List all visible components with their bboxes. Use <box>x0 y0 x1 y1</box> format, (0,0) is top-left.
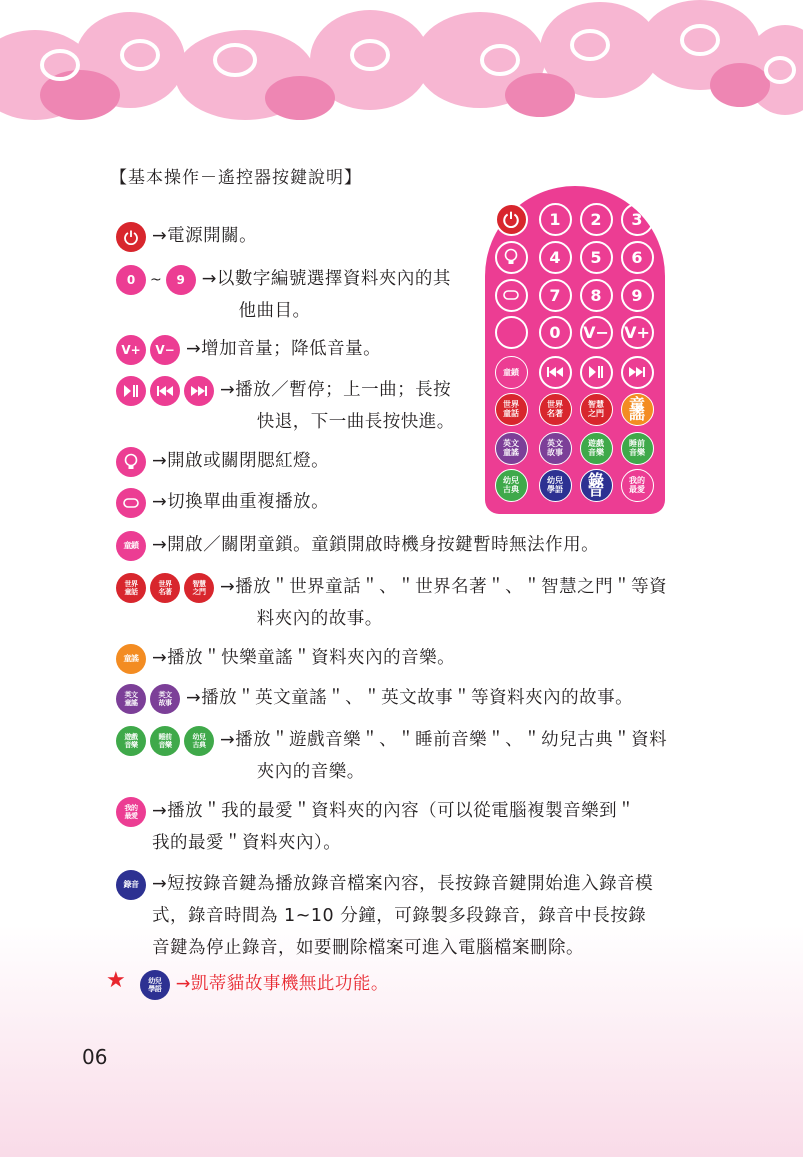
remote-key-3-3: V+ <box>621 316 654 349</box>
remote-key-0-3: 3 <box>621 203 654 236</box>
row-warning <box>106 968 673 1000</box>
row-repeat <box>116 486 673 518</box>
bow-border-decoration <box>0 0 803 130</box>
remote-key-6-3: 睡前 音樂 <box>621 432 654 465</box>
record-line-1: →短按錄音鍵為播放錄音檔案內容，長按錄音鍵開始進入錄音模 <box>152 874 654 894</box>
remote-key-1-3: 6 <box>621 241 654 274</box>
child-lock-description: →開啟／關閉童鎖。童鎖開啟時機身按鍵暫時無法作用。 <box>152 535 600 555</box>
music-line-2: 夾內的音樂。 <box>256 762 365 782</box>
numbers-description <box>202 263 451 327</box>
light-description: →開啟或關閉腮紅燈。 <box>152 451 330 471</box>
favorites-icon: 我的 最愛 <box>116 797 146 827</box>
row-light <box>116 445 673 477</box>
row-numbers <box>116 263 673 327</box>
world-classics-icon: 世界 名著 <box>150 573 180 603</box>
remote-key-6-2: 遊戲 音樂 <box>580 432 613 465</box>
row-child-lock <box>116 529 703 561</box>
playback-description <box>220 374 455 438</box>
music-line-1: →播放＂遊戲音樂＂、＂睡前音樂＂、＂幼兒古典＂資料 <box>220 730 668 750</box>
volume-description: →增加音量；降低音量。 <box>186 339 382 359</box>
remote-key-7-2: 錄音 <box>580 469 613 502</box>
record-line-3: 音鍵為停止錄音，如要刪除檔案可進入電腦檔案刪除。 <box>152 938 584 958</box>
wisdom-gate-icon: 智慧 之門 <box>184 573 214 603</box>
remote-key-2-3: 9 <box>621 279 654 312</box>
star-icon: ★ <box>106 968 126 993</box>
remote-key-5-3: 童謠 <box>621 393 654 426</box>
remote-key-6-0: 英文 童謠 <box>495 432 528 465</box>
remote-key-7-3: 我的 最愛 <box>621 469 654 502</box>
remote-key-5-0: 世界 童話 <box>495 393 528 426</box>
volume-down-icon: V− <box>150 335 180 365</box>
row-playback <box>116 374 673 438</box>
remote-key-1-1: 4 <box>539 241 572 274</box>
remote-key-1-2: 5 <box>580 241 613 274</box>
favorites-line-1: →播放＂我的最愛＂資料夾的內容（可以從電腦複製音樂到＂ <box>152 801 636 821</box>
range-tilde: ~ <box>150 272 162 288</box>
numbers-line-2: 他曲目。 <box>238 301 311 321</box>
row-songs <box>116 642 673 674</box>
stories-line-2: 料夾內的故事。 <box>256 609 383 629</box>
remote-key-2-1: 7 <box>539 279 572 312</box>
repeat-icon <box>116 488 146 518</box>
previous-icon <box>150 376 180 406</box>
section-title: 【基本操作－遙控器按鍵說明】 <box>110 168 362 188</box>
remote-key-0-2: 2 <box>580 203 613 236</box>
remote-key-6-1: 英文 故事 <box>539 432 572 465</box>
power-description: →電源開關。 <box>152 226 258 246</box>
remote-key-0-1: 1 <box>539 203 572 236</box>
number-0-icon: 0 <box>116 265 146 295</box>
remote-key-2-2: 8 <box>580 279 613 312</box>
english-description: →播放＂英文童謠＂、＂英文故事＂等資料夾內的故事。 <box>186 688 634 708</box>
remote-key-7-0: 幼兒 古典 <box>495 469 528 502</box>
row-english <box>116 682 703 714</box>
game-music-icon: 遊戲 音樂 <box>116 726 146 756</box>
row-volume <box>116 333 673 365</box>
page-number: 06 <box>82 1045 108 1069</box>
nursery-rhymes-icon: 童謠 <box>116 644 146 674</box>
child-lock-icon: 童鎖 <box>116 531 146 561</box>
bulb-icon <box>116 447 146 477</box>
power-icon <box>116 222 146 252</box>
remote-key-5-2: 智慧 之門 <box>580 393 613 426</box>
row-stories <box>116 571 703 635</box>
numbers-line-1: →以數字編號選擇資料夾內的其 <box>201 269 451 289</box>
remote-key-3-2: V− <box>580 316 613 349</box>
favorites-line-2: 我的最愛＂資料夾內）。 <box>152 833 342 853</box>
record-icon: 錄音 <box>116 870 146 900</box>
stories-description <box>220 571 667 635</box>
favorites-description <box>152 795 635 859</box>
number-9-icon: 9 <box>166 265 196 295</box>
remote-key-4-0: 童鎖 <box>495 356 528 389</box>
music-description <box>220 724 667 788</box>
remote-key-5-1: 世界 名著 <box>539 393 572 426</box>
warning-description: →凱蒂貓故事機無此功能。 <box>175 974 389 994</box>
record-line-2: 式，錄音時間為 1~10 分鐘，可錄製多段錄音，錄音中長按錄 <box>152 906 647 926</box>
remote-key-7-1: 幼兒 學語 <box>539 469 572 502</box>
record-description <box>152 868 653 964</box>
sleep-music-icon: 睡前 音樂 <box>150 726 180 756</box>
english-songs-icon: 英文 童謠 <box>116 684 146 714</box>
playback-line-1: →播放／暫停；上一曲；長按 <box>220 380 452 400</box>
english-stories-icon: 英文 故事 <box>150 684 180 714</box>
next-icon <box>184 376 214 406</box>
row-record <box>116 868 703 964</box>
repeat-description: →切換單曲重複播放。 <box>152 492 330 512</box>
playback-line-2: 快退，下一曲長按快進。 <box>256 412 455 432</box>
kids-language-icon: 幼兒 學語 <box>140 970 170 1000</box>
stories-line-1: →播放＂世界童話＂、＂世界名著＂、＂智慧之門＂等資 <box>220 577 668 597</box>
remote-key-3-1: 0 <box>539 316 572 349</box>
volume-up-icon: V+ <box>116 335 146 365</box>
play-pause-icon <box>116 376 146 406</box>
songs-description: →播放＂快樂童謠＂資料夾內的音樂。 <box>152 648 456 668</box>
row-power <box>116 220 673 252</box>
kids-classical-icon: 幼兒 古典 <box>184 726 214 756</box>
row-music <box>116 724 703 788</box>
world-tales-icon: 世界 童話 <box>116 573 146 603</box>
row-favorites <box>116 795 703 859</box>
